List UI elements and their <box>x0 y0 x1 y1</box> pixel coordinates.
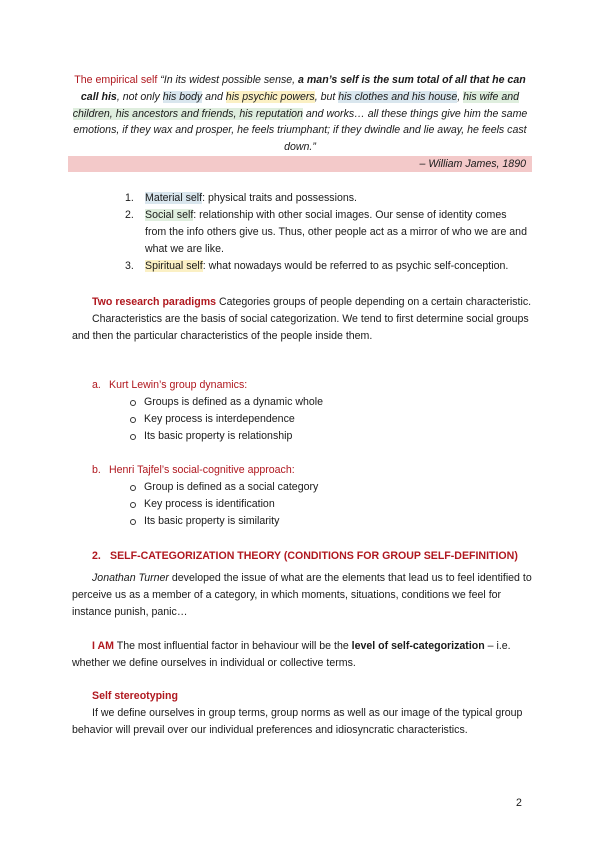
highlight-body: his body <box>162 90 203 103</box>
list-item: Group is defined as a social category <box>92 479 512 496</box>
tajfel-title: Henri Tajfel’s social-cognitive approach: <box>109 464 295 476</box>
highlight-psychic: his psychic powers <box>225 90 315 103</box>
list-item: 2. Social self: relationship with other social images. Our sense of identity comes from the info others give us. Thus, other people act as a mirror of who we are and what we are like. <box>125 209 527 255</box>
highlight-clothes: his clothes and his house <box>338 90 458 103</box>
self-stereotyping-paragraph: Self stereotyping If we define ourselves in group terms, group norms as well as our image of the typical group behavior will prevail over our individual preferences and idiosyncratic characteristics. <box>72 688 532 739</box>
circle-bullet-icon <box>130 519 136 525</box>
circle-bullet-icon <box>130 400 136 406</box>
paradigms-title: Two research paradigms <box>92 296 217 308</box>
iam-label: I AM <box>92 640 114 652</box>
circle-bullet-icon <box>130 417 136 423</box>
highlight-wife: his wife and children, his ancestors and friends, his reputation <box>72 90 520 120</box>
paradigms-paragraph: Two research paradigms Categories groups of people depending on a certain characteristic. Characteristics are the basis of social categorization. We tend to first determine social groups and then the particular characteristics of the people inside them. <box>72 296 532 342</box>
list-item: 3. Spiritual self: what nowadays would be referred to as psychic self-conception. <box>125 260 509 272</box>
tajfel-section: b. Henri Tajfel’s social-cognitive approach: Group is defined as a social category Key process is identification Its basic property is similarity <box>92 462 512 530</box>
list-item: Its basic property is similarity <box>92 513 512 530</box>
list-item: Its basic property is relationship <box>92 428 512 445</box>
iam-paragraph: I AM The most influential factor in behaviour will be the level of self-categorization – i.e. whether we define ourselves in individual or collective terms. <box>72 640 511 669</box>
turner-paragraph: Jonathan Turner developed the issue of what are the elements that lead us to feel identified to perceive us as a member of a category, in which moments, situations, conditions we feel for instance punish, panic… <box>72 572 532 618</box>
quote-label: The empirical self <box>74 74 158 86</box>
circle-bullet-icon <box>130 434 136 440</box>
quote-attribution: – William James, 1890 <box>68 156 532 172</box>
subsection-title: Self stereotyping <box>92 690 178 702</box>
list-item: Key process is identification <box>92 496 512 513</box>
list-item: Key process is interdependence <box>92 411 512 428</box>
self-types-list <box>125 190 530 275</box>
author-name: Jonathan Turner <box>92 572 169 584</box>
page-number: 2 <box>516 797 522 809</box>
lewin-title: Kurt Lewin’s group dynamics: <box>109 379 248 391</box>
circle-bullet-icon <box>130 485 136 491</box>
list-item: Groups is defined as a dynamic whole <box>92 394 512 411</box>
section-heading: 2. SELF-CATEGORIZATION THEORY (CONDITIONS FOR GROUP SELF-DEFINITION) <box>92 550 518 562</box>
william-james-quote: The empirical self “In its widest possible sense, a man’s self is the sum total of all that he can call his, not only his body and his psychic powers, but his clothes and his house, his wife and children, his ancestors and friends, his reputation and works… all these things give him the same emotions, if they wax and prosper, he feels triumphant; if they dwindle and lie away, he feels cast down.” <box>72 74 528 154</box>
lewin-section: a. Kurt Lewin’s group dynamics: Groups is defined as a dynamic whole Key process is interdependence Its basic property is relationship <box>92 377 512 445</box>
list-item: 1. Material self: physical traits and possessions. <box>125 192 357 204</box>
circle-bullet-icon <box>130 502 136 508</box>
